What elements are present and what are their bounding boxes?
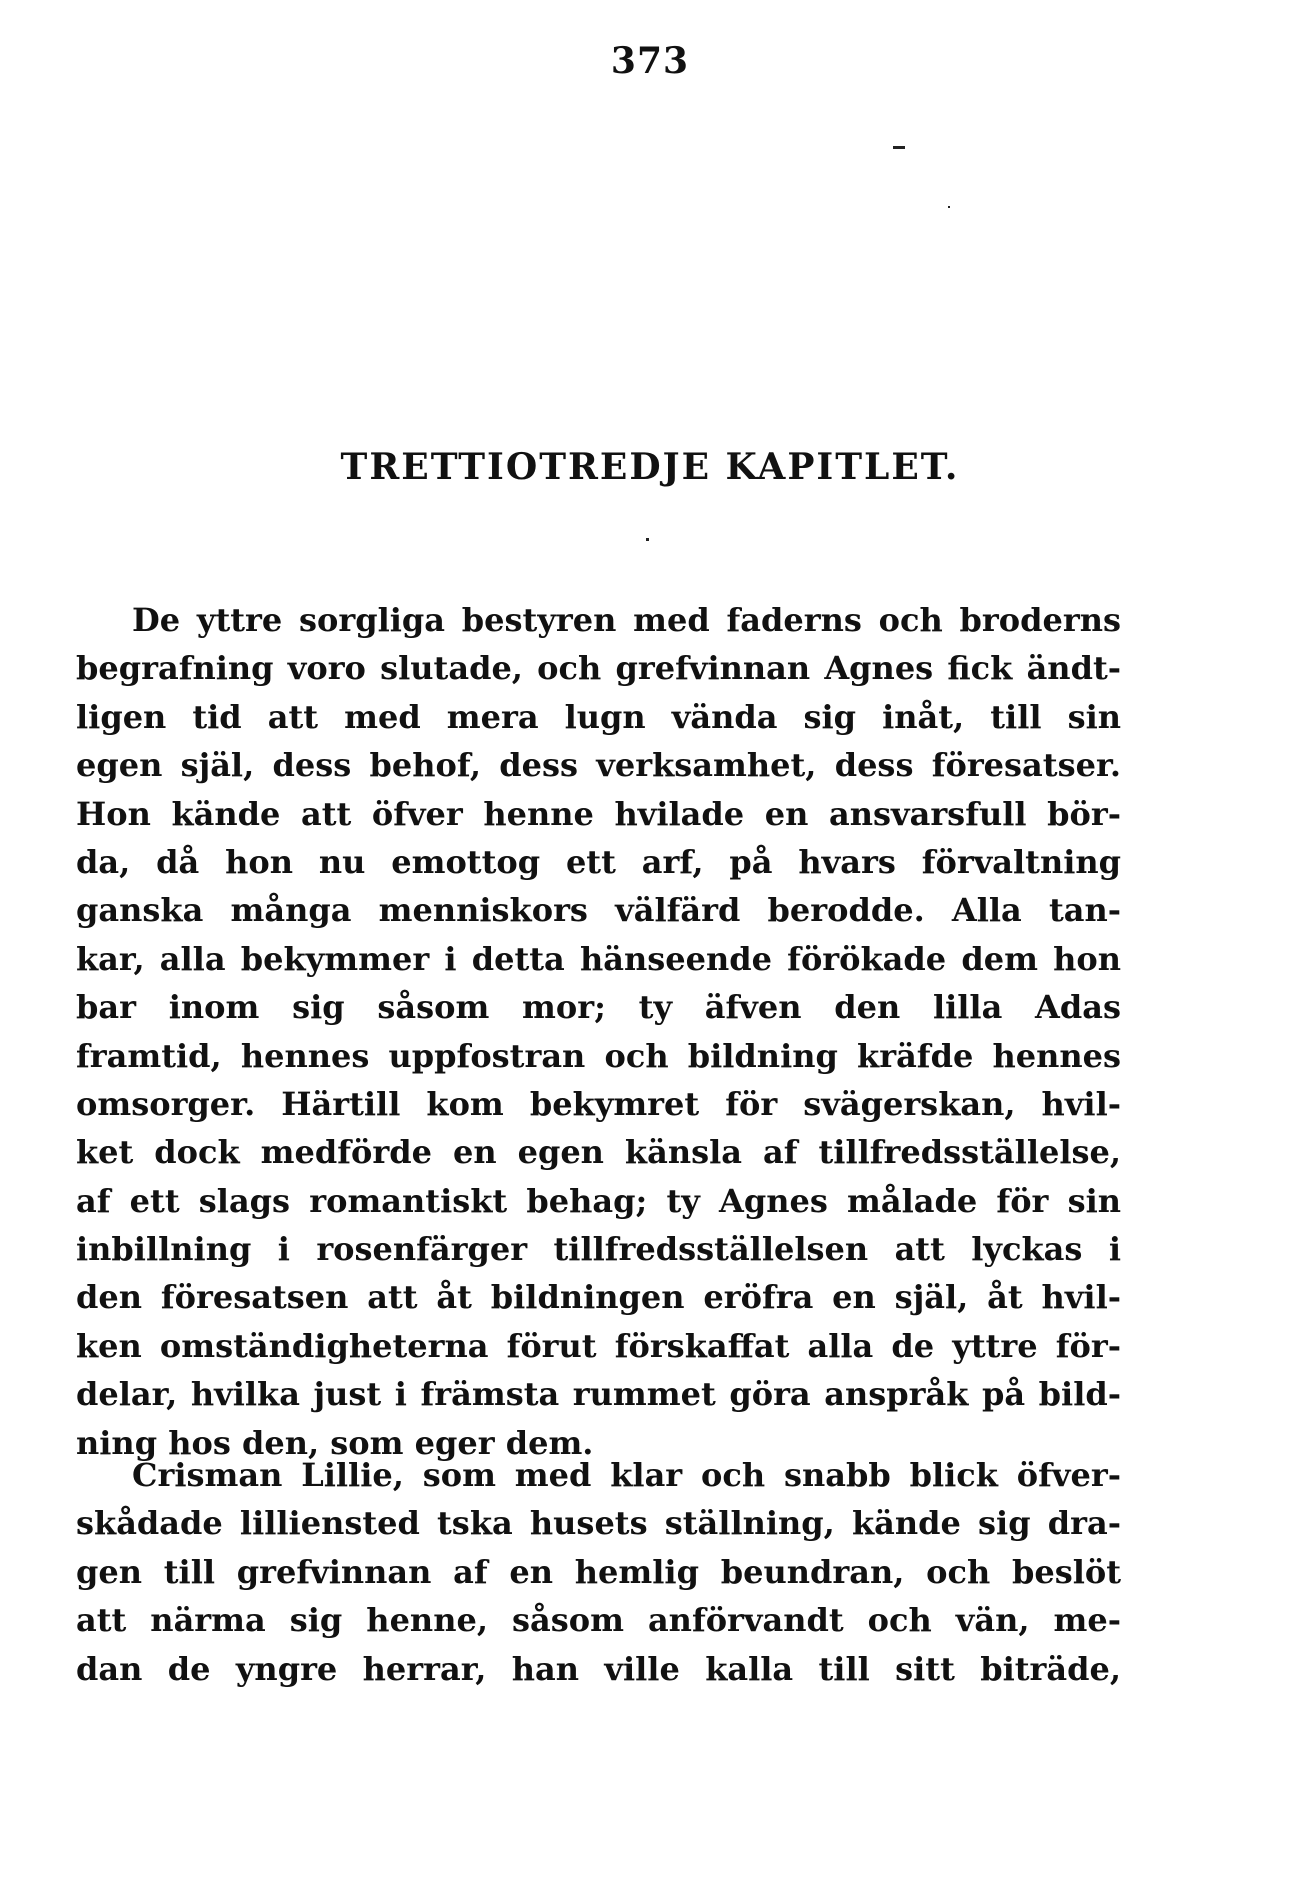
text-line: den föresatsen att åt bildningen eröfra en själ, åt hvil- [76,1278,1121,1317]
text-line: inbillning i rosenfärger tillfredsställelsen att lyckas i [76,1230,1121,1269]
text-line: De yttre sorgliga bestyren med faderns och broderns [132,601,1121,639]
text-line: ket dock medförde en egen känsla af tillfredsställelse, [76,1133,1121,1172]
text-line: framtid, hennes uppfostran och bildning kräfde hennes [76,1036,1121,1075]
text-line: begrafning voro slutade, och grefvinnan Agnes fick ändt- [76,649,1121,688]
text-line: gen till grefvinnan af en hemlig beundran, och beslöt [76,1552,1121,1591]
text-line: ning hos den, som eger dem. [76,1423,594,1462]
chapter-title: TRETTIOTREDJE KAPITLET. [340,446,960,488]
paragraph [76,1451,1121,1693]
text-line: kar, alla bekymmer i detta hänseende förökade dem hon [76,939,1121,978]
text-line: da, då hon nu emottog ett arf, på hvars förvaltning [76,842,1121,881]
text-line: skådade lilliensted tska husets ställning, kände sig dra- [76,1504,1121,1543]
page-number: 373 [610,40,690,82]
text-line: ken omständigheterna förut förskaffat alla de yttre för- [76,1326,1121,1365]
print-speck [646,538,649,541]
text-line: Hon kände att öfver henne hvilade en ansvarsfull bör- [76,794,1121,833]
text-line: bar inom sig såsom mor; ty äfven den lilla Adas [76,988,1121,1027]
text-line: ganska många menniskors välfärd berodde. Alla tan- [76,891,1121,930]
text-line: Crisman Lillie, som med klar och snabb blick öfver- [132,1456,1121,1494]
text-line: af ett slags romantiskt behag; ty Agnes målade för sin [76,1181,1121,1220]
print-speck [948,206,950,208]
text-line: omsorger. Härtill kom bekymret för svägerskan, hvil- [76,1084,1121,1123]
text-line: ligen tid att med mera lugn vända sig inåt, till sin [76,697,1121,736]
text-line: delar, hvilka just i främsta rummet göra anspråk på bild- [76,1375,1121,1414]
text-line: dan de yngre herrar, han ville kalla till sitt biträde, [76,1649,1121,1688]
text-line: att närma sig henne, såsom anförvandt och vän, me- [76,1601,1121,1640]
text-line: egen själ, dess behof, dess verksamhet, dess föresatser. [76,746,1121,785]
paragraph [76,596,1121,1467]
print-speck [893,146,905,149]
